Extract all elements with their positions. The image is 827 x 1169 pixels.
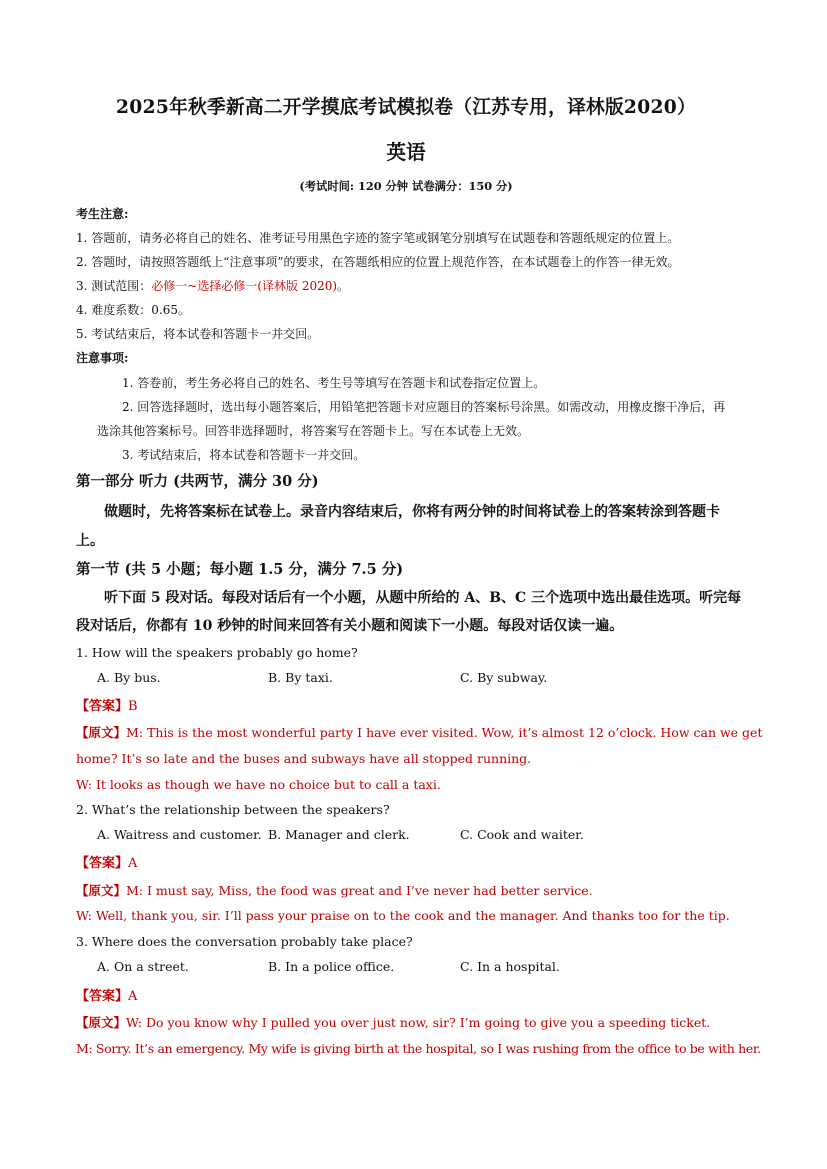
attention-item-2-cont: 选涂其他答案标号。回答非选择题时，将答案写在答题卡上。写在本试卷上无效。 [97, 424, 530, 438]
attention-item-3: 3. 考试结束后，将本试卷和答题卡一并交回。 [122, 448, 366, 462]
subject-title: 英语 [386, 140, 426, 164]
question-1-original-line2: home? It’s so late and the buses and subways have all stopped running. [76, 751, 532, 766]
question-1-answer-value: B [128, 699, 138, 714]
section1-instruction-line1: 听下面 5 段对话。每段对话后有一个小题，从题中所给的 A、B、C 三个选项中选出最佳选项。听完每 [104, 590, 742, 606]
question-2-option-a: A. Waitress and customer. [97, 827, 262, 842]
question-1-original-line1 [76, 723, 762, 741]
original-label: 【原文】 [76, 725, 127, 740]
candidate-note-3-label: 3. 测试范围： [76, 279, 152, 293]
candidate-note-1: 1. 答题前，请务必将自己的姓名、准考证号用黑色字迹的签字笔或钢笔分别填写在试题卷和答题纸规定的位置上。 [76, 231, 680, 245]
question-2-option-c: C. Cook and waiter. [460, 827, 584, 842]
question-3-option-b: B. In a police office. [268, 959, 395, 974]
original-label: 【原文】 [76, 1015, 127, 1030]
question-3-answer [76, 985, 137, 1004]
question-2-original-line1 [76, 881, 593, 899]
original-label: 【原文】 [76, 883, 127, 898]
document-title: 2025年秋季新高二开学摸底考试模拟卷（江苏专用，译林版2020） [116, 96, 696, 118]
question-3-option-a: A. On a street. [97, 959, 189, 974]
candidate-note-3-end: 。 [337, 279, 350, 293]
question-3-option-c: C. In a hospital. [460, 959, 560, 974]
part1-instruction-line2: 上。 [76, 533, 104, 549]
question-3-original-line1 [76, 1013, 710, 1031]
question-1-original-text-1: M: This is the most wonderful party I have ever visited. Wow, it’s almost 12 o’clock. How can we get [126, 725, 763, 740]
question-1-option-a: A. By bus. [97, 670, 161, 685]
attention-item-2: 2. 回答选择题时，选出每小题答案后，用铅笔把答题卡对应题目的答案标号涂黑。如需改动，用橡皮擦干净后，再 [122, 400, 726, 414]
section1-instruction-line2: 段对话后，你都有 10 秒钟的时间来回答有关小题和阅读下一小题。每段对话仅读一遍。 [76, 618, 624, 634]
question-2-option-b: B. Manager and clerk. [268, 827, 410, 842]
section1-heading: 第一节 (共 5 小题；每小题 1.5 分，满分 7.5 分) [76, 561, 404, 578]
exam-info: (考试时间: 120 分钟 试卷满分：150 分) [299, 179, 513, 193]
answer-label: 【答案】 [76, 989, 129, 1004]
question-1-stem: 1. How will the speakers probably go home? [76, 645, 358, 660]
question-2-original-line2: W: Well, thank you, sir. I’ll pass your praise on to the cook and the manager. And thanks too for the tip. [76, 908, 730, 923]
question-2-stem: 2. What’s the relationship between the speakers? [76, 802, 390, 817]
question-2-answer [76, 852, 137, 871]
candidate-note-5: 5. 考试结束后，将本试卷和答题卡一并交回。 [76, 327, 320, 341]
question-3-original-text-1: W: Do you know why I pulled you over just now, sir? I’m going to give you a speeding ticket. [126, 1015, 711, 1030]
attention-item-1: 1. 答卷前，考生务必将自己的姓名、考生号等填写在答题卡和试卷指定位置上。 [122, 376, 546, 390]
candidate-note-4: 4. 难度系数：0.65。 [76, 303, 190, 317]
candidate-note-2: 2. 答题时，请按照答题纸上“注意事项”的要求，在答题纸相应的位置上规范作答，在本试题卷上的作答一律无效。 [76, 255, 680, 269]
attention-heading: 注意事项: [76, 351, 129, 365]
question-1-answer [76, 695, 138, 714]
question-1-original-line3: W: It looks as though we have no choice but to call a taxi. [76, 777, 441, 792]
candidate-note-3 [76, 277, 349, 294]
question-2-answer-value: A [128, 856, 138, 871]
question-1-option-b: B. By taxi. [268, 670, 333, 685]
question-2-original-text-1: M: I must say, Miss, the food was great and I’ve never had better service. [126, 883, 593, 898]
part1-instruction-line1: 做题时，先将答案标在试卷上。录音内容结束后，你将有两分钟的时间将试卷上的答案转涂到答题卡 [104, 504, 720, 520]
part1-heading: 第一部分 听力 (共两节，满分 30 分) [76, 473, 319, 490]
question-3-answer-value: A [128, 989, 138, 1004]
question-3-original-line2: M: Sorry. It’s an emergency. My wife is giving birth at the hospital, so I was rushing from the office to be with her. [76, 1041, 761, 1056]
answer-label: 【答案】 [76, 699, 129, 714]
answer-label: 【答案】 [76, 856, 129, 871]
question-3-stem: 3. Where does the conversation probably take place? [76, 934, 413, 949]
test-scope-value: 必修一~选择必修一(译林版 2020) [151, 279, 338, 293]
question-1-option-c: C. By subway. [460, 670, 548, 685]
candidate-notes-heading: 考生注意: [76, 207, 129, 221]
